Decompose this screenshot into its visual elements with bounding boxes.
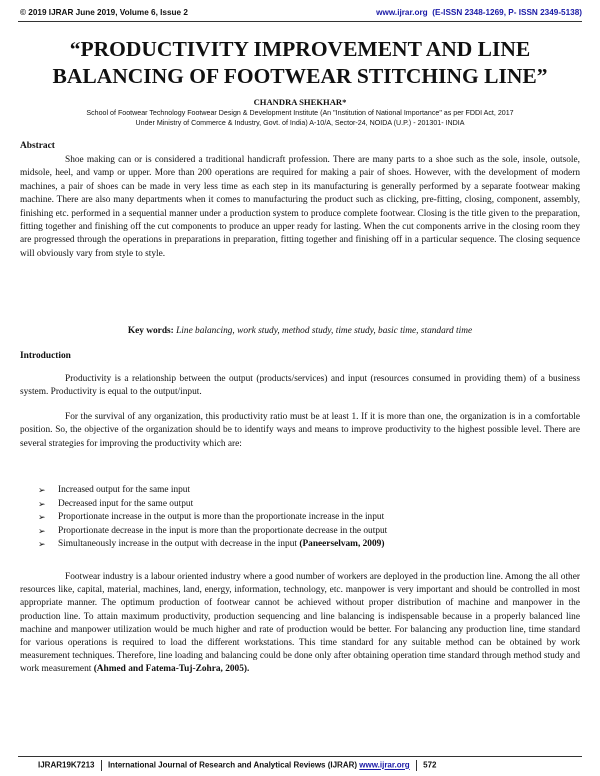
arrow-bullet-icon: ➢ <box>38 485 46 495</box>
strategy-list <box>38 484 580 552</box>
keywords-text: Line balancing, work study, method study, time study, basic time, standard time <box>176 326 473 336</box>
header-divider <box>18 21 582 22</box>
arrow-bullet-icon: ➢ <box>38 539 46 550</box>
list-item: ➢ Simultaneously increase in the output with decrease in the input (Paneerselvam, 2009) <box>38 538 580 552</box>
keywords-label: Key words: <box>127 326 174 336</box>
author-affiliation <box>20 109 580 128</box>
intro-paragraph-3: Footwear industry is a labour oriented industry where a good number of workers are deployed in the production line. Among the all other resources like, capital, material, machines, land, energy, information, technology, etc. manpower is very important and should be controlled in most appropriate manner. The optimum production of footwear cannot be achieved without proper distribution of machine and manpower in the production line. To attain maximum productivity, production sequencing and line balancing is indispensable because in a properly balanced line machine and manpower utilization would be much higher and rate of production would be better. For balancing any production line, time standard for various operations is required to load the different workstations. This time standard for any suitable method can be obtained by work measurement techniques. Therefore, line loading and balancing could be done only after obtaining operation time standard through method study and work measurement (Ahmed and Fatema-Tuj-Zohra, 2005). <box>20 572 580 675</box>
title-line-1: “PRODUCTIVITY IMPROVEMENT AND LINE <box>69 37 531 61</box>
footer-separator <box>416 760 417 771</box>
footer-separator <box>101 760 102 771</box>
journal-name: International Journal of Research and Analytical Reviews (IJRAR) <box>107 760 360 770</box>
list-item: ➢ Decreased input for the same output <box>38 498 580 512</box>
intro-paragraph-1: Productivity is a relationship between the output (products/services) and input (resources consumed in providing them) of a business system. Productivity is equal to the output/input. <box>20 374 580 398</box>
running-footer <box>38 760 580 772</box>
affiliation-line-2: Under Ministry of Commerce & Industry, Govt. of India) A-10/A, Sector-24, NOIDA (U.P.) - 201301- INDIA <box>135 118 465 127</box>
introduction-heading: Introduction <box>20 351 71 361</box>
citation: (Ahmed and Fatema-Tuj-Zohra, 2005). <box>93 664 250 675</box>
arrow-bullet-icon: ➢ <box>38 498 46 509</box>
header-issn: (E-ISSN 2348-1269, P- ISSN 2349-5138) <box>432 8 582 17</box>
arrow-bullet-icon: ➢ <box>38 525 46 536</box>
author-name: CHANDRA SHEKHAR* <box>253 97 347 107</box>
header-right <box>376 8 582 17</box>
abstract-heading: Abstract <box>20 141 55 151</box>
page-number: 572 <box>423 760 437 770</box>
citation: (Paneerselvam, 2009) <box>299 539 385 550</box>
list-item: ➢ Increased output for the same input <box>38 484 580 498</box>
paper-title <box>20 36 580 90</box>
abstract-text: Shoe making can or is considered a traditional handicraft profession. There are many parts to a shoe such as the sole, insole, outsole, midsole, heel, and vamp or upper. More than 200 operations are required for making a pair of shoes. However, with the development of modern machines, a pair of shoes can be made in very less time as each step in its manufacturing is generally performed by a separate footwear making machine. There are also many departments when it comes to manufacturing the product such as clicking, pre-fitting, closing, component, assembly, finishing etc. performed in a sequential manner under a production system to produce complete footwear. Closing is the title given to the preparation, fitting together and finishing off the cut components to produce an upper ready for lasting. When the cut components arrive in the closing room they are progressed through the operations in preparations in preparation, fitting together and finishing off in a particular sequence. The closing sequence will obviously vary from style to style. <box>20 155 580 259</box>
footer-site-link[interactable]: www.ijrar.org <box>359 760 410 770</box>
title-line-2: BALANCING OF FOOTWEAR STITCHING LINE” <box>52 64 548 88</box>
intro-paragraph-2: For the survival of any organization, this productivity ratio must be at least 1. If it is more than one, the organization is in a comfortable position. So, the objective of the organization should be to identify ways and means to improve productivity to the highest possible level. There are several strategies for improving the productivity which are: <box>20 412 580 449</box>
affiliation-line-1: School of Footwear Technology Footwear Design & Development Institute (An "Institution of National Importance" as per FDDI Act, 2017 <box>86 109 514 117</box>
paper-code: IJRAR19K7213 <box>38 760 95 770</box>
arrow-bullet-icon: ➢ <box>38 512 46 523</box>
header-site-link[interactable]: www.ijrar.org <box>376 8 428 17</box>
journal-issue-info: © 2019 IJRAR June 2019, Volume 6, Issue 2 <box>20 8 188 17</box>
keywords <box>0 325 600 338</box>
running-header <box>20 8 582 20</box>
list-item: ➢ Proportionate decrease in the input is more than the proportionate decrease in the output <box>38 525 580 539</box>
list-item: ➢ Proportionate increase in the output is more than the proportionate increase in the input <box>38 511 580 525</box>
footer-divider <box>18 756 582 757</box>
